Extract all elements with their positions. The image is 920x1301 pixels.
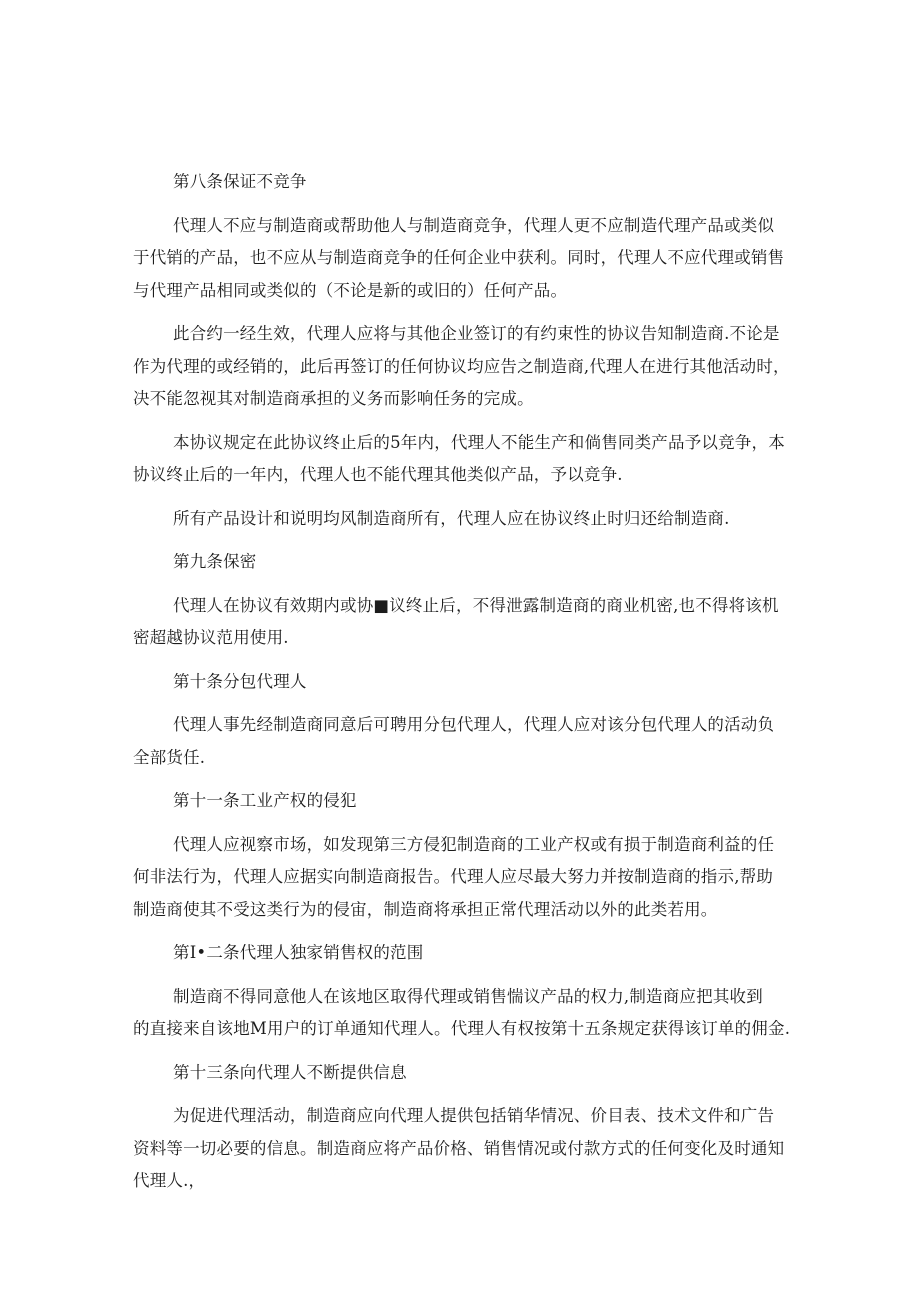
body-paragraph [133, 318, 793, 416]
section-heading [133, 1057, 793, 1090]
section-heading [133, 666, 793, 699]
body-paragraph [133, 1100, 793, 1198]
paragraph-line: 代理人事先经制造商同意后可聘用分包代理人，代理人应对该分包代理人的活动负 [173, 715, 775, 734]
body-paragraph [133, 590, 793, 655]
body-paragraph [133, 427, 793, 492]
document-body [133, 166, 793, 1209]
paragraph-line: 何非法行为，代理人应据实向制造商报告。代理人应尽最大努力并按制造商的指示,帮助 [133, 867, 774, 886]
paragraph-line: 代理人.， [133, 1171, 206, 1190]
body-paragraph [133, 981, 793, 1046]
paragraph-line: 于代销的产品，也不应从与制造商竞争的任何企业中获利。同时，代理人不应代理或销售 [133, 248, 785, 267]
paragraph-line: 制造商使其不受这类行为的侵宙，制造商将承担正常代理活动以外的此类若用。 [133, 899, 718, 919]
paragraph-line: 密超越协议范用使用. [133, 628, 289, 647]
paragraph-line: 代理人不应与制造商或帮助他人与制造商竞争，代理人更不应制造代理产品或类似 [173, 215, 775, 235]
heading-text: 第十条分包代理人 [173, 671, 307, 691]
section-heading [133, 166, 793, 199]
paragraph-line: 所有产品设计和说明均风制造商所有，代理人应在协议终止时归还给制造商. [173, 508, 730, 528]
paragraph-line: 作为代理的或经销的，此后再签订的任何协议均应告之制造商,代理人在进行其他活动时， [133, 356, 790, 376]
body-paragraph [133, 829, 793, 927]
paragraph-line: 协议终止后的一年内，代理人也不能代理其他类似产品，予以竞争. [133, 465, 623, 484]
paragraph-line: 全部货任. [133, 747, 206, 767]
heading-text: 第九条保密 [173, 552, 257, 571]
paragraph-line: 与代理产品相同或类似的（不论是新的或旧的）任何产品。 [133, 280, 568, 300]
paragraph-line: 的直接来自该地M用户的订单通知代理人。代理人有权按第十五条规定获得该订单的佣金. [133, 1019, 791, 1038]
body-paragraph [133, 210, 793, 308]
paragraph-line: 决不能忽视其对制造商承担的义务而影响任务的完成。 [133, 389, 534, 408]
body-paragraph [133, 709, 793, 774]
paragraph-line: 代理人在协议有效期内或协■议终止后，不得泄露制造商的商业机密,也不得将该机 [173, 595, 779, 615]
heading-text: 第十一条工业产权的侵犯 [173, 791, 357, 810]
section-heading [133, 785, 793, 818]
section-heading [133, 546, 793, 579]
section-heading [133, 937, 793, 970]
heading-text: 第I•二条代理人独家销售权的范围 [173, 943, 424, 962]
paragraph-line: 制造商不得同意他人在该地区取得代理或销售惴议产品的权力,制造商应把其收到 [173, 986, 763, 1006]
heading-text: 第十三条向代理人不断提供信息 [173, 1062, 407, 1082]
body-paragraph [133, 503, 793, 536]
paragraph-line: 此合约一经生效，代理人应将与其他企业签订的有约束性的协议告知制造商.不论是 [173, 324, 780, 343]
heading-text: 第八条保证不竞争 [173, 172, 307, 191]
paragraph-line: 本协议规定在此协议终止后的5年内，代理人不能生产和倘售同类产品予以竞争，本 [173, 432, 785, 452]
paragraph-line: 代理人应视察市场，如发现第三方侵犯制造商的工业产权或有损于制造商利益的任 [173, 834, 775, 854]
paragraph-line: 为促进代理活动，制造商应向代理人提供包括销华情况、价目表、技术文件和广告 [173, 1106, 775, 1125]
paragraph-line: 资料等一切必要的信息。制造商应将产品价格、销售情况或付款方式的任何变化及时通知 [133, 1138, 785, 1158]
